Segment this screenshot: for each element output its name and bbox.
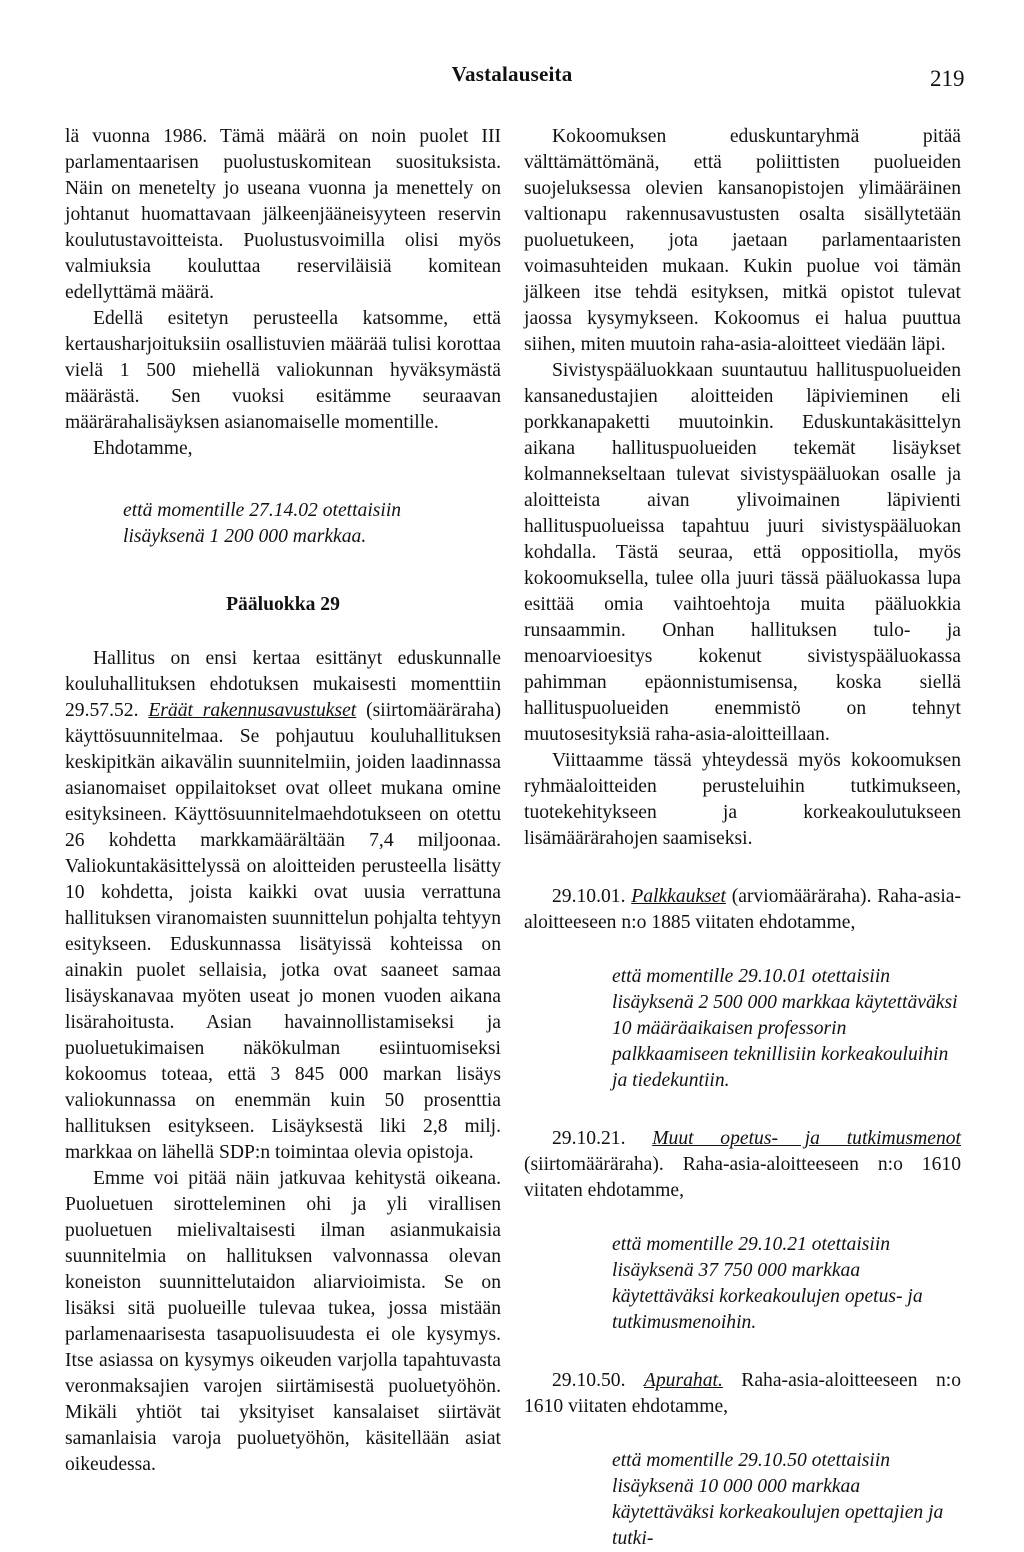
moment-number: 29.10.01. <box>552 886 626 907</box>
moment-title: Eräät rakennusavustukset <box>148 700 357 721</box>
section-heading: Pääluokka 29 <box>226 594 340 615</box>
moment-title: Palkkaukset <box>631 886 726 907</box>
moment-item <box>524 1368 961 1420</box>
proposal: että momentille 29.10.01 otettaisiin lisäyksenä 2 500 000 markkaa käytettäväksi 10 määräaikaisen professorin palkkaamiseen teknillisiin korkeakouluihin ja tiedekuntiin. <box>612 966 958 1091</box>
proposal: että momentille 29.10.21 otettaisiin lisäyksenä 37 750 000 markkaa käytettäväksi korkeakoulujen opetus- ja tutkimusmenoihin. <box>612 1234 923 1333</box>
paragraph: Emme voi pitää näin jatkuvaa kehitystä oikeana. Puoluetuen sirotteleminen ohi ja yli virallisen puoluetuen mielivaltaisesti ilman asianmukaisia suunnitelmia on hallituksen valvonnassa olevan koneiston suunnittelutaidon aliarvioimista. Se on lisäksi sitä puolueille tulevaa tukea, jossa mistään parlamenaarisesta tasapuolisuudesta ei ole kysymys. Itse asiassa on kysymys oikeuden varjolla tapahtuvasta veronmaksajien varojen siirtämisestä puoluetyöhön. Mikäli yhtiöt tai yksityiset kansalaiset siirtävät samanlaisia varoja puoluetyöhön, käsitellään asiat oikeudessa. <box>65 1168 501 1475</box>
moment-number: 29.10.50. <box>552 1370 626 1391</box>
paragraph <box>65 646 501 1166</box>
moment-item <box>524 1126 961 1204</box>
paragraph: Viittaamme tässä yhteydessä myös kokoomuksen ryhmäaloitteiden perusteluihin tutkimukseen, tuotekehitykseen ja korkeakoulutukseen lisämäärärahojen saamiseksi. <box>524 750 961 849</box>
proposal-line: lisäyksenä 1 200 000 markkaa. <box>123 526 367 547</box>
moment-title: Muut opetus- ja tutkimusmenot <box>652 1128 961 1149</box>
paragraph: Kokoomuksen eduskuntaryhmä pitää välttämättömänä, että poliittisten puolueiden suojeluksessa olevien kansanopistojen ylimääräinen valtionapu rakennusavustusten osalta sisällytetään puoluetukeen, jota jaetaan parlamentaaristen voimasuhteiden mukaan. Kukin puolue voi tämän jälkeen itse tehdä esityksen, mitkä opistot tulevat jaossa kysymykseen. Kokoomus ei halua puuttua siihen, miten muutoin raha-asia-aloitteet viedään läpi. <box>524 126 961 355</box>
paragraph-text: (siirtomääräraha) käyttösuunnitelmaa. Se pohjautuu kouluhallituksen keskipitkän aikavälin suunnitelmiin, joiden laadinnassa asianomaiset oppilaitokset ovat olleet mukana omine esityksineen. Käyttösuunnitelmaehdotukseen on otettu 26 kohdetta markkamäärältään 7,4 miljoonaa. Valiokuntakäsittelyssä on aloitteiden perusteella lisätty 10 kohdetta, joista kaikki ovat uusia verrattuna hallituksen viranomaisten suunnittelun pohjalta tehtyyn esitykseen. Eduskunnassa lisätyissä kohteissa on ainakin puolet sellaisia, jotka ovat saaneet samaa lisäyskanavaa myöten useat jo monen vuoden aikana lisärahoitusta. Asian havainnollistamiseksi ja puoluetukimaisen näkökulman esiintuomiseksi kokoomus toteaa, että 3 845 000 markan lisäys valiokunnassa on enemmän kuin 50 prosenttia hallituksen esitykseen. Lisäyksestä liki 2,8 milj. markkaa on lähellä SDP:n toimintaa olevia opistoja. <box>65 700 501 1163</box>
paragraph: lä vuonna 1986. Tämä määrä on noin puolet III parlamentaarisen puolustuskomitean suosituksista. Näin on menetelty jo useana vuonna ja menettely on johtanut huomattavaan jälkeenjääneisyyteen reservin koulutustavoitteista. Puolustusvoimilla olisi myös valmiuksia kouluttaa reserviläisiä komitean edellyttämä määrä. <box>65 126 501 303</box>
right-column <box>524 124 961 1552</box>
proposal: että momentille 29.10.50 otettaisiin lisäyksenä 10 000 000 markkaa käytettäväksi korkeakoulujen opettajien ja tutki- <box>612 1450 944 1549</box>
moment-text: (arviomääräraha). Raha-asia-aloitteeseen n:o 1885 viitaten ehdotamme, <box>524 886 961 933</box>
proposal <box>123 498 501 550</box>
page-number: 219 <box>930 66 965 91</box>
paragraph: Ehdotamme, <box>93 438 193 459</box>
moment-number: 29.10.21. <box>552 1128 626 1149</box>
moment-text: Raha-asia-aloitteeseen n:o 1610 viitaten ehdotamme, <box>524 1370 961 1417</box>
paragraph-text: Hallitus on ensi kertaa esittänyt eduskunnalle kouluhallituksen ehdotuksen mukaisesti momenttiin 29.57.52. <box>65 648 501 721</box>
paragraph: Edellä esitetyn perusteella katsomme, että kertausharjoituksiin osallistuvien määrää tulisi korottaa vielä 1 500 miehellä valiokunnan hyväksymästä määrästä. Sen vuoksi esitämme seuraavan määrärahalisäyksen asianomaiselle momentille. <box>65 308 501 433</box>
proposal-line: että momentille 27.14.02 otettaisiin <box>123 500 402 521</box>
moment-item <box>524 884 961 936</box>
running-head: Vastalauseita <box>451 62 573 86</box>
left-column <box>65 124 501 1478</box>
moment-title: Apurahat. <box>643 1370 723 1391</box>
paragraph: Sivistyspääluokkaan suuntautuu hallituspuolueiden kansanedustajien aloitteiden läpivieminen eli porkkanapaketti muutoinkin. Eduskuntakäsittelyn aikana hallituspuolueiden tekemät lisäykset kolmannekseltaan tulevat sivistyspääluokan osalle ja aloitteista aivan ylivoimainen läpivienti hallituspuolueissa tapahtuu juuri sivistyspääluokan kohdalla. Tästä seuraa, että oppositiolla, myös kokoomuksella, tulee olla juuri tässä pääluokassa lupa esittää omia vaihtoehtoja muita pääluokkia runsaammin. Onhan hallituksen tulo- ja menoarvioesitys kokenut sivistyspääluokassa pahimman epäonnistumisensa, koska siellä hallituspuolueiden enemmistö on tehnyt muutosesityksiä raha-asia-aloitteillaan. <box>524 360 961 745</box>
moment-text: (siirtomääräraha). Raha-asia-aloitteeseen n:o 1610 viitaten ehdotamme, <box>524 1154 961 1201</box>
